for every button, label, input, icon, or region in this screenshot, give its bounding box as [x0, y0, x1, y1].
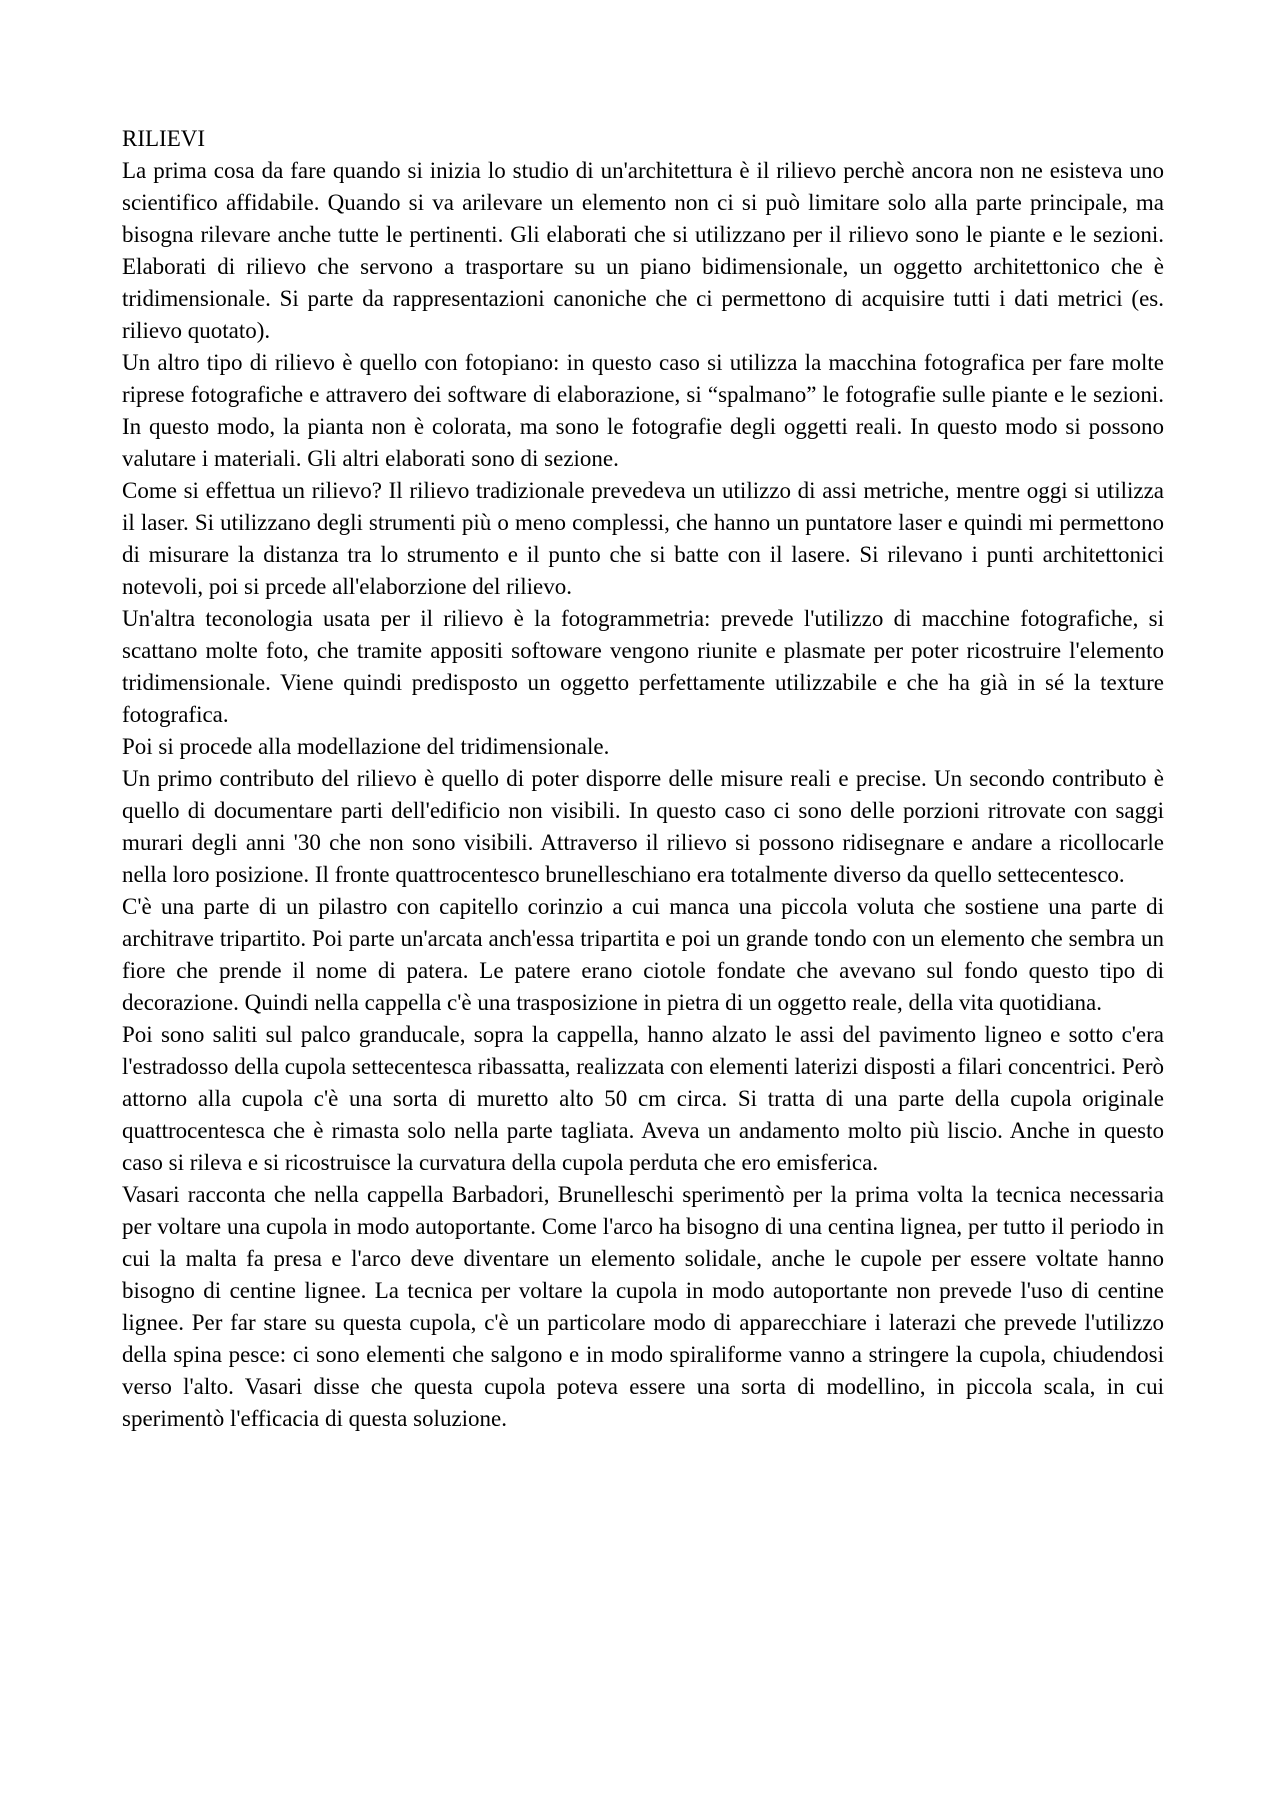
paragraph-7: C'è una parte di un pilastro con capitello corinzio a cui manca una piccola voluta che sostiene una parte di architrave tripartito. Poi parte un'arcata anch'essa tripartita e poi un grande tondo con un elemento che sembra un fiore che prende il nome di patera. Le patere erano ciotole fondate che avevano sul fondo questo tipo di decorazione. Quindi nella cappella c'è una trasposizione in pietra di un oggetto reale, della vita quotidiana.: [122, 894, 1164, 1015]
paragraph-2: Un altro tipo di rilievo è quello con fotopiano: in questo caso si utilizza la macchina fotografica per fare molte riprese fotografiche e attravero dei software di elaborazione, si “spalmano” le fotografie sulle piante e le sezioni. In questo modo, la pianta non è colorata, ma sono le fotografie degli oggetti reali. In questo modo si possono valutare i materiali. Gli altri elaborati sono di sezione.: [122, 350, 1164, 471]
paragraph-1: La prima cosa da fare quando si inizia lo studio di un'architettura è il rilievo perchè ancora non ne esisteva uno scientifico affidabile. Quando si va arilevare un elemento non ci si può limitare solo alla parte principale, ma bisogna rilevare anche tutte le pertinenti. Gli elaborati che si utilizzano per il rilievo sono le piante e le sezioni. Elaborati di rilievo che servono a trasportare su un piano bidimensionale, un oggetto architettonico che è tridimensionale. Si parte da rappresentazioni canoniche che ci permettono di acquisire tutti i dati metrici (es. rilievo quotato).: [122, 158, 1164, 343]
paragraph-9: Vasari racconta che nella cappella Barbadori, Brunelleschi sperimentò per la prima volta la tecnica necessaria per voltare una cupola in modo autoportante. Come l'arco ha bisogno di una centina lignea, per tutto il periodo in cui la malta fa presa e l'arco deve diventare un elemento solidale, anche le cupole per essere voltate hanno bisogno di centine lignee. La tecnica per voltare la cupola in modo autoportante non prevede l'uso di centine lignee. Per far stare su questa cupola, c'è un particolare modo di apparecchiare i laterazi che prevede l'utilizzo della spina pesce: ci sono elementi che salgono e in modo spiraliforme vanno a stringere la cupola, chiudendosi verso l'alto. Vasari disse che questa cupola poteva essere una sorta di modellino, in piccola scala, in cui sperimentò l'efficacia di questa soluzione.: [122, 1182, 1164, 1431]
paragraph-8: Poi sono saliti sul palco granducale, sopra la cappella, hanno alzato le assi del pavimento ligneo e sotto c'era l'estradosso della cupola settecentesca ribassatta, realizzata con elementi laterizi disposti a filari concentrici. Però attorno alla cupola c'è una sorta di muretto alto 50 cm circa. Si tratta di una parte della cupola originale quattrocentesca che è rimasta solo nella parte tagliata. Aveva un andamento molto più liscio. Anche in questo caso si rileva e si ricostruisce la curvatura della cupola perduta che ero emisferica.: [122, 1022, 1164, 1175]
paragraph-4: Un'altra teconologia usata per il rilievo è la fotogrammetria: prevede l'utilizzo di macchine fotografiche, si scattano molte foto, che tramite appositi softoware vengono riunite e plasmate per poter ricostruire l'elemento tridimensionale. Viene quindi predisposto un oggetto perfettamente utilizzabile e che ha già in sé la texture fotografica.: [122, 606, 1164, 727]
paragraph-3: Come si effettua un rilievo? Il rilievo tradizionale prevedeva un utilizzo di assi metriche, mentre oggi si utilizza il laser. Si utilizzano degli strumenti più o meno complessi, che hanno un puntatore laser e quindi mi permettono di misurare la distanza tra lo strumento e il punto che si batte con il lasere. Si rilevano i punti architettonici notevoli, poi si prcede all'elaborzione del rilievo.: [122, 478, 1164, 599]
paragraph-6: Un primo contributo del rilievo è quello di poter disporre delle misure reali e precise. Un secondo contributo è quello di documentare parti dell'edificio non visibili. In questo caso ci sono delle porzioni ritrovate con saggi murari degli anni '30 che non sono visibili. Attraverso il rilievo si possono ridisegnare e andare a ricollocarle nella loro posizione. Il fronte quattrocentesco brunelleschiano era totalmente diverso da quello settecentesco.: [122, 766, 1164, 887]
document-title: RILIEVI: [122, 126, 206, 151]
paragraph-5: Poi si procede alla modellazione del tridimensionale.: [122, 734, 610, 759]
document-page: [122, 123, 1164, 1435]
